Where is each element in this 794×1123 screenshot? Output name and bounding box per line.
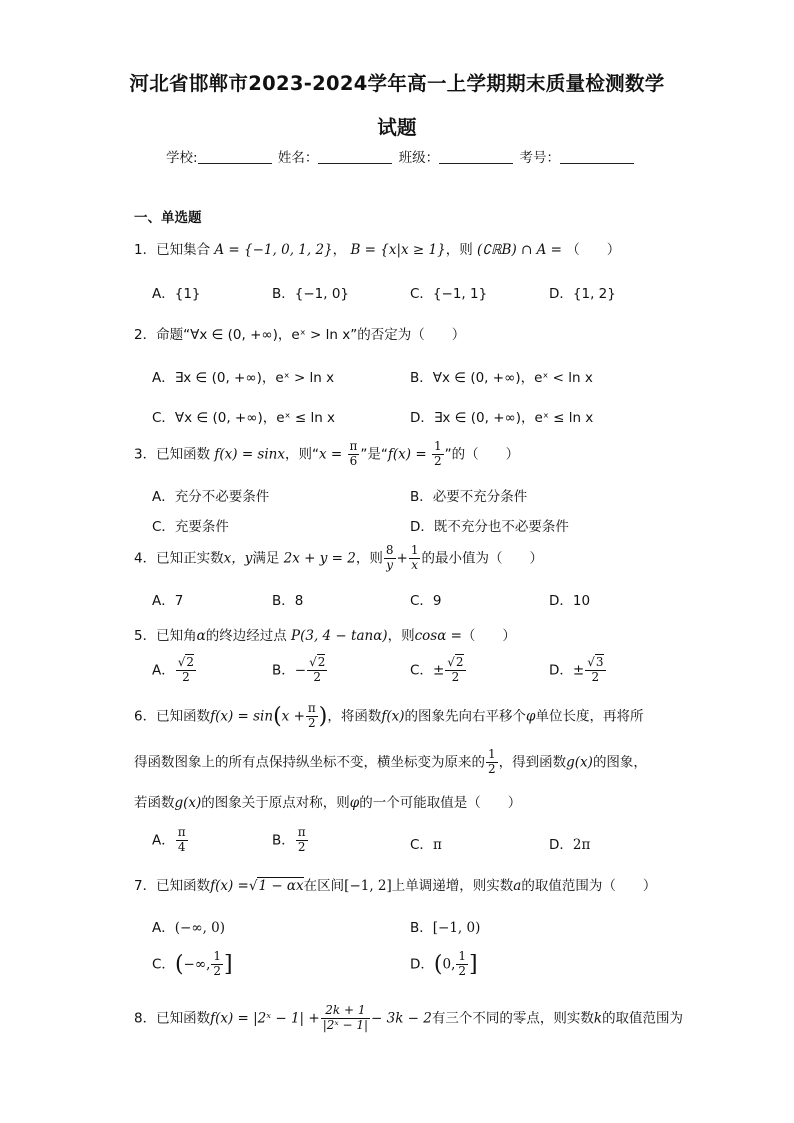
- question-text: 已知集合: [156, 242, 211, 258]
- option-c[interactable]: C．充要条件: [152, 519, 229, 535]
- fraction: $\frac{\pi}{6}$: [349, 439, 358, 468]
- question-text: 的终边经过点: [205, 628, 287, 644]
- math-expr: f(x) = |2ˣ − 1| +: [210, 1010, 320, 1027]
- question-text: 已知函数: [156, 708, 211, 725]
- question-text: 得函数图象上的所有点保持纵坐标不变，横坐标变为原来的: [134, 754, 485, 771]
- name-blank[interactable]: [318, 149, 392, 164]
- question-text: ，则: [387, 628, 415, 644]
- question-text: 的取值范围为（ ）: [521, 878, 657, 894]
- option-c[interactable]: C．(−∞, $\frac{1}{2}$ ]: [152, 949, 233, 978]
- math-expr: 1 − αx: [258, 878, 304, 894]
- section-heading: 一、单选题: [134, 210, 202, 226]
- answer-paren: （ ）: [461, 628, 516, 644]
- fraction: $\frac{1}{2}$: [488, 747, 496, 776]
- fraction: $\frac{1}{2}$: [433, 439, 442, 468]
- question-text: 已知函数: [156, 1010, 211, 1027]
- option-b[interactable]: B．必要不充分条件: [410, 489, 528, 505]
- question-text: ”是“: [360, 446, 388, 463]
- option-d[interactable]: D．2π: [549, 837, 591, 853]
- question-3: [134, 440, 519, 469]
- option-a[interactable]: A．7: [152, 593, 184, 609]
- class-label: 班级：: [398, 150, 440, 166]
- page-title: 河北省邯郸市2023-2024学年高一上学期期末质量检测数学: [129, 72, 665, 95]
- option-a[interactable]: A．{1}: [152, 286, 201, 302]
- option-c[interactable]: C．9: [410, 593, 442, 609]
- class-blank[interactable]: [439, 149, 513, 164]
- math-expr: g(x): [566, 754, 593, 771]
- question-text: ”的（ ）: [444, 446, 520, 463]
- question-number: 2．: [134, 327, 157, 343]
- fraction: $\frac{2k + 1}{\text{|2ˣ − 1|}}$: [322, 1003, 369, 1032]
- question-number: 7．: [134, 878, 157, 894]
- question-6-line2: [134, 748, 647, 777]
- question-text: 的一个可能取值是（ ）: [359, 795, 522, 811]
- option-a[interactable]: A． $\frac{√2}{2}$: [152, 655, 195, 684]
- question-text: 的取值范围为: [602, 1010, 684, 1027]
- question-text: 已知函数: [156, 446, 211, 463]
- math-expr: f(x) = sinx: [214, 446, 285, 463]
- fraction: $\frac{\pi}{2}$: [307, 701, 316, 730]
- question-number: 4．: [134, 550, 157, 567]
- page-title-line2: 试题: [377, 116, 417, 139]
- option-c[interactable]: C．π: [410, 837, 442, 853]
- math-expr: f(x) =: [387, 446, 427, 463]
- math-expr: +: [396, 550, 408, 567]
- math-expr: f(x) = sin: [210, 708, 274, 725]
- question-5: [134, 624, 516, 644]
- question-text: ，: [332, 242, 347, 258]
- question-number: 5．: [134, 628, 157, 644]
- math-expr: P(3, 4 − tanα): [291, 628, 388, 644]
- math-expr: f(x): [381, 708, 405, 725]
- question-text: 单位长度，再将所: [535, 708, 644, 725]
- question-1: [134, 238, 620, 258]
- question-text: 的图象先向右平移个: [404, 708, 527, 725]
- question-7: 7．已知函数f(x) =√1 − αx在区间[−1, 2]上单调递增，则实数a的取值范围为（ ）: [134, 878, 657, 894]
- question-number: 3．: [134, 446, 157, 463]
- question-number: 6．: [134, 708, 157, 725]
- math-expr: (∁ℝB) ∩ A =: [477, 242, 562, 258]
- math-expr: cosα =: [414, 628, 462, 644]
- option-d[interactable]: D．∃x ∈ (0, +∞)，eˣ ≤ ln x: [410, 410, 594, 426]
- math-expr: − 3k − 2: [371, 1010, 432, 1027]
- answer-paren: （ ）: [566, 242, 621, 258]
- question-number: 8．: [134, 1010, 157, 1027]
- option-b[interactable]: B．− $\frac{√2}{2}$: [272, 655, 326, 684]
- math-expr: x =: [318, 446, 343, 463]
- math-expr: a: [513, 878, 522, 894]
- option-a[interactable]: A． $\frac{\pi}{4}$: [152, 825, 186, 854]
- math-expr: B = {x|x ≥ 1}: [350, 242, 446, 258]
- question-text: 若函数: [134, 795, 175, 811]
- question-text: 已知正实数: [156, 550, 224, 567]
- question-text: 满足: [252, 550, 280, 567]
- question-6-line3: [134, 791, 521, 811]
- school-label: 学校:: [166, 150, 198, 166]
- student-info: [166, 146, 636, 166]
- question-text: 的图象，: [592, 754, 647, 771]
- math-expr: φ: [349, 795, 360, 811]
- question-2: [134, 323, 465, 343]
- option-d[interactable]: D．既不充分也不必要条件: [410, 519, 569, 535]
- question-6: 6．已知函数f(x) = sin(x + $\frac{\pi}{2}$ )，将函数f(x)的图象先向右平移个φ单位长度，再将所: [134, 701, 644, 730]
- fraction: $\frac{8}{y}$: [385, 543, 394, 572]
- option-b[interactable]: B．∀x ∈ (0, +∞)，eˣ < ln x: [410, 370, 593, 386]
- question-text: ，将函数: [327, 708, 382, 725]
- option-a[interactable]: A．充分不必要条件: [152, 489, 270, 505]
- question-4: [134, 544, 543, 573]
- question-text: 有三个不同的零点，则实数: [431, 1010, 594, 1027]
- math-expr: k: [593, 1010, 603, 1027]
- option-a[interactable]: A．∃x ∈ (0, +∞)，eˣ > ln x: [152, 370, 335, 386]
- question-number: 1．: [134, 242, 157, 258]
- question-text: ，则“: [284, 446, 319, 463]
- question-8: [134, 1004, 683, 1033]
- question-text: 在区间: [303, 878, 345, 894]
- question-text: 上单调递增，则实数: [391, 878, 514, 894]
- option-b[interactable]: B． $\frac{\pi}{2}$: [272, 825, 306, 854]
- option-d[interactable]: D．10: [549, 593, 591, 609]
- option-c[interactable]: C．∀x ∈ (0, +∞)，eˣ ≤ ln x: [152, 410, 336, 426]
- question-text: ，得到函数: [498, 754, 567, 771]
- option-c[interactable]: C．± $\frac{√2}{2}$: [410, 655, 464, 684]
- question-text: ，则: [445, 242, 473, 258]
- option-d[interactable]: D．{1, 2}: [549, 286, 616, 302]
- option-d[interactable]: D．(0, $\frac{1}{2}$ ]: [410, 949, 478, 978]
- math-expr: x，y: [223, 550, 253, 567]
- math-expr: α: [196, 628, 206, 644]
- option-c[interactable]: C．{−1, 1}: [410, 286, 488, 302]
- math-expr: A = {−1, 0, 1, 2}: [214, 242, 333, 258]
- option-b[interactable]: B．[−1, 0): [410, 920, 481, 936]
- option-b[interactable]: B．{−1, 0}: [272, 286, 350, 302]
- question-text: 命题“∀x ∈ (0, +∞)，eˣ > ln x”的否定为（ ）: [156, 327, 466, 343]
- math-expr: x +: [281, 708, 305, 725]
- math-expr: φ: [526, 708, 536, 725]
- exam-no-label: 考号：: [519, 150, 560, 166]
- math-expr: [−1, 2]: [344, 878, 392, 894]
- question-text: 已知角: [156, 628, 197, 644]
- question-text: 的最小值为（ ）: [421, 550, 543, 567]
- option-a[interactable]: A．(−∞, 0): [152, 920, 226, 936]
- question-text: 的图象关于原点对称，则: [201, 795, 350, 811]
- option-b[interactable]: B．8: [272, 593, 304, 609]
- fraction: $\frac{1}{x}$: [410, 543, 419, 572]
- school-blank[interactable]: [198, 149, 272, 164]
- math-expr: g(x): [174, 795, 202, 811]
- math-expr: 2x + y = 2: [283, 550, 356, 567]
- exam-no-blank[interactable]: [560, 149, 634, 164]
- name-label: 姓名：: [277, 150, 319, 166]
- option-d[interactable]: D．± $\frac{√3}{2}$: [549, 655, 604, 684]
- math-expr: f(x) =: [210, 878, 249, 894]
- question-text: ，则: [355, 550, 383, 567]
- question-text: 已知函数: [156, 878, 211, 894]
